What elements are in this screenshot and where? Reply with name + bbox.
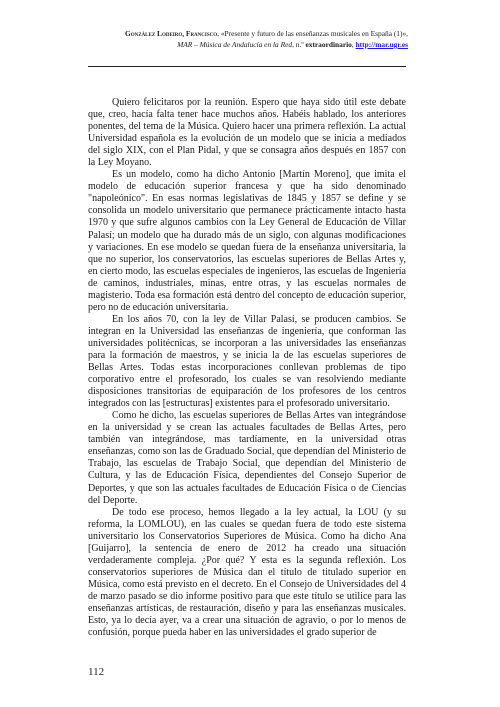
header-article-title: Presente y futuro de las enseñanzas musicales en España (1) (224, 29, 403, 38)
running-header (78, 28, 408, 50)
body-paragraph-3: En los años 70, con la ley de Villar Palasí, se producen cambios. Se integran en la Universidad las enseñanzas de ingeniería, que conforman las universidades politécnicas, se incorporan a las universidades las enseñanzas para la formación de maestros, y se inicia la de las escuelas superiores de Bellas Artes. Todas estas incorporaciones conllevan problemas de tipo corporativo entre el profesorado, los cuales se van resolviendo mediante disposiciones transitorias de equiparación de los profesores de los centros integrados con las [estructuras] existentes para el profesorado universitario. (88, 313, 406, 410)
header-separator: , n.º (292, 40, 306, 49)
page-number: 112 (88, 666, 105, 678)
header-separator: », (402, 29, 408, 38)
header-separator: , (351, 40, 356, 49)
document-body (88, 97, 406, 639)
header-journal: MAR – Música de Andalucía en la Red (177, 40, 293, 49)
header-rule (88, 66, 406, 67)
header-issue: extraordinario (305, 40, 352, 49)
header-author: González Lodeiro, Francisco (124, 29, 218, 38)
header-separator: , « (217, 29, 225, 38)
body-paragraph-5: De todo ese proceso, hemos llegado a la ley actual, la LOU (y su reforma, la LOMLOU), en las cuales se quedan fuera de todo este sistema universitario los Conservatorios Superiores de Música. Como ha dicho Ana [Guijarro], la sentencia de enero de 2012 ha creado una situación verdaderamente compleja. ¿Por qué? Y esta es la segunda reflexión. Los conservatorios superiores de Música dan el título de titulado superior en Música, como está previsto en el decreto. En el Consejo de Universidades del 4 de marzo pasado se dio informe positivo para que este título se utilice para las enseñanzas artísticas, de restauración, diseño y para las enseñanzas musicales. Esto, ya lo decía ayer, va a crear una situación de agravio, o por lo menos de confusión, porque pueda haber en las universidades el grado superior de (88, 506, 406, 639)
body-paragraph-4: Como he dicho, las escuelas superiores de Bellas Artes van integrándose en la universidad y se crean las actuales facultades de Bellas Artes, pero también van integrándose, mas tardíamente, en la universidad otras enseñanzas, como son las de Graduado Social, que dependían del Ministerio de Trabajo, las escuelas de Trabajo Social, que dependían del Ministerio de Cultura, y las de Educación Física, dependientes del Consejo Superior de Deportes, y que son las actuales facultades de Educación Física o de Ciencias del Deporte. (88, 410, 406, 506)
body-paragraph-2: Es un modelo, como ha dicho Antonio [Martín Moreno], que imita el modelo de educación superior francesa y que ha sido denominado "napoleónico". En esas normas legislativas de 1845 y 1857 se define y se consolida un modelo universitario que permanece prácticamente intacto hasta 1970 y que sufre algunos cambios con la Ley General de Educación de Villar Palasí; un modelo que ha durado más de un siglo, con algunas modificaciones y variaciones. En ese modelo se quedan fuera de la enseñanza universitaria, la que no superior, los conservatorios, las escuelas superiores de Bellas Artes y, en cierto modo, las escuelas especiales de ingenieros, las escuelas de Ingeniería de caminos, industriales, minas, entre otras, y las escuelas normales de magisterio. Toda esa formación está dentro del concepto de educación superior, pero no de educación universitaria. (88, 169, 406, 313)
body-paragraph-1: Quiero felicitaros por la reunión. Espero que haya sido útil este debate que, creo, hacía falta tener hace muchos años. Habéis hablado, los anteriores ponentes, del tema de la Música. Quiero hacer una primera reflexión. La actual Universidad española es la evolución de un modelo que se inicia a mediados del siglo XIX, con el Plan Pidal, y que se consagra años después en 1857 con la Ley Moyano. (88, 97, 406, 169)
header-url-link[interactable]: http://mar.ugr.es (355, 40, 408, 49)
